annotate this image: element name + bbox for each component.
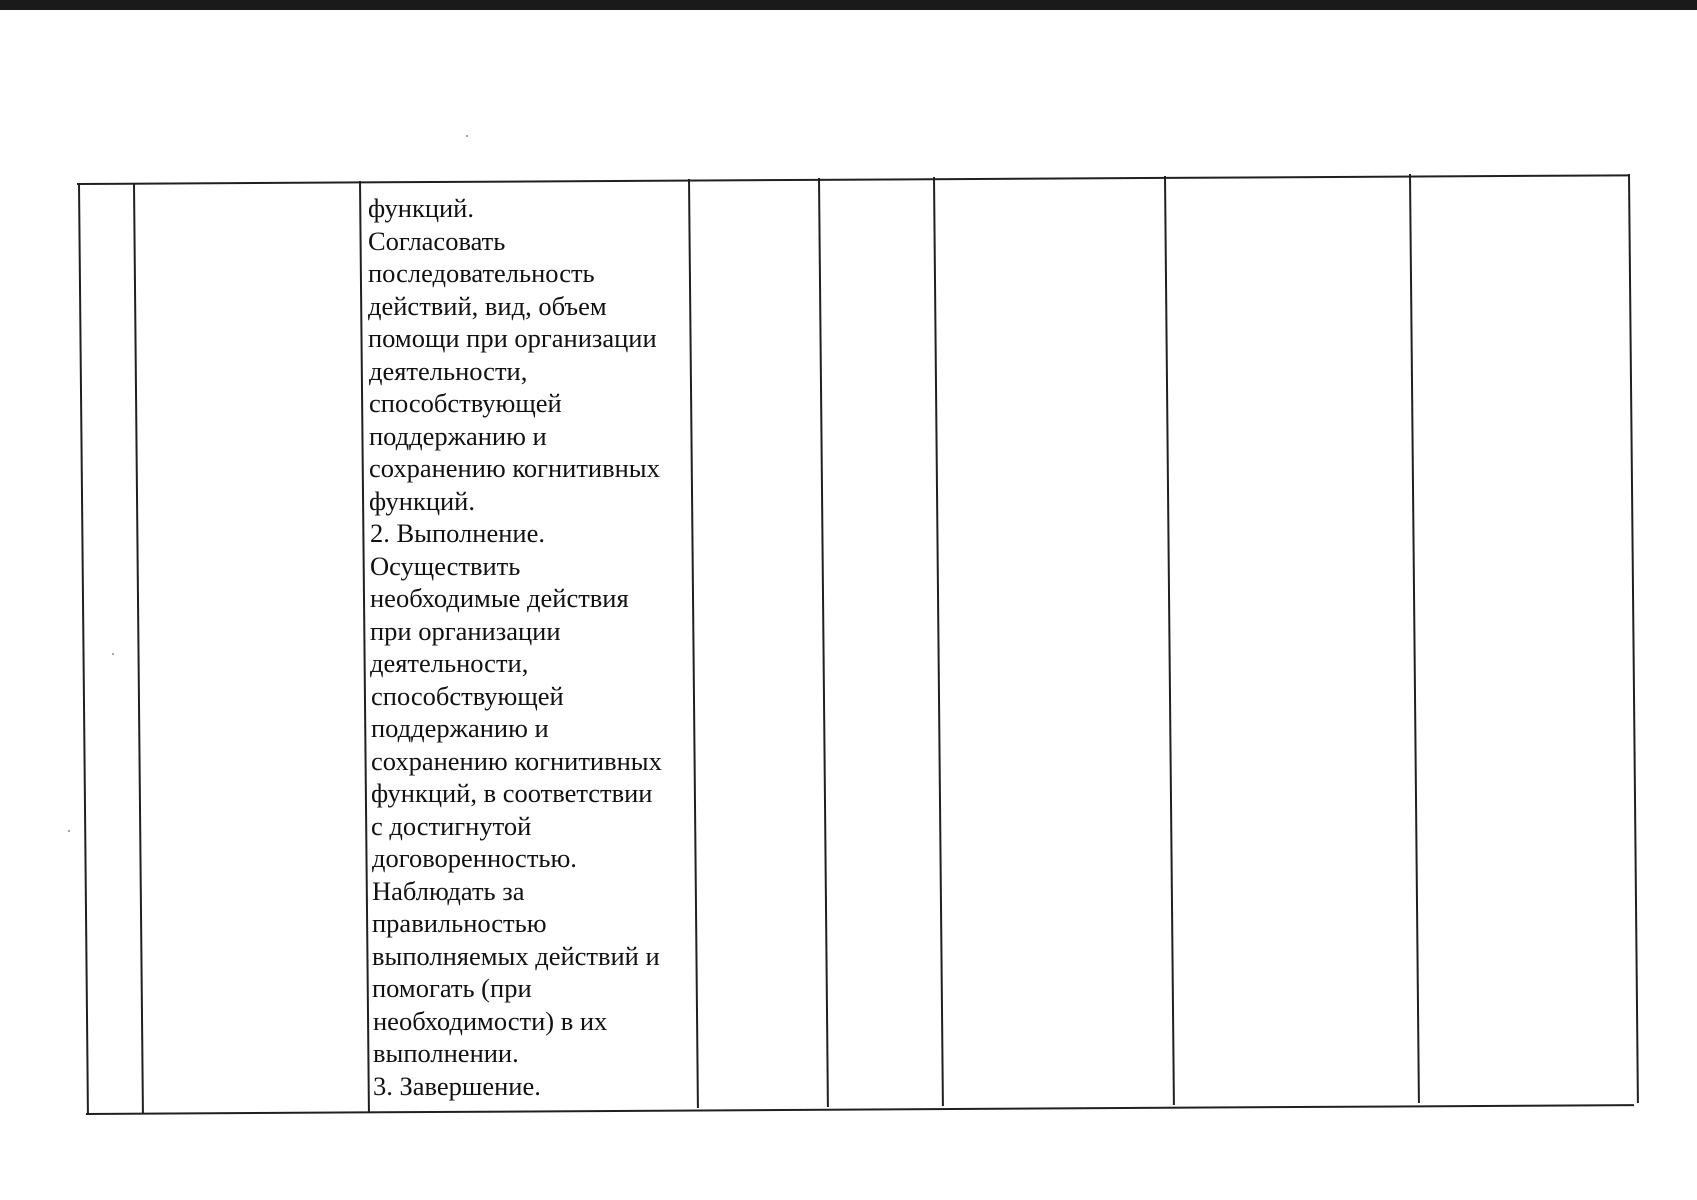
- cell-line: деятельности,: [370, 648, 529, 678]
- cell-line: сохранению когнитивных: [371, 745, 662, 776]
- column-divider: [1628, 174, 1638, 1103]
- column-divider: [1409, 174, 1419, 1103]
- cell-line: функций, в соответствии: [371, 778, 653, 808]
- column-divider: [133, 183, 143, 1113]
- cell-line: Наблюдать за: [372, 875, 525, 906]
- scan-speck: [112, 653, 114, 655]
- scan-edge-bar: [0, 0, 1697, 10]
- cell-line: выполняемых действий и: [372, 940, 660, 971]
- column-divider: [688, 179, 698, 1108]
- column-divider: [78, 183, 88, 1114]
- cell-line: поддержанию и: [369, 420, 547, 451]
- cell-line: 3. Завершение.: [373, 1070, 541, 1101]
- cell-line: сохранению когнитивных: [369, 453, 660, 483]
- cell-line: поддержанию и: [371, 713, 549, 743]
- cell-line: с достигнутой: [371, 810, 532, 841]
- column-divider: [933, 177, 943, 1106]
- cell-line: помогать (при: [372, 973, 532, 1003]
- cell-line: Согласовать: [368, 225, 506, 256]
- scan-speck: [68, 830, 70, 832]
- table-bottom-border: [86, 1104, 1634, 1114]
- cell-line: способствующей: [371, 680, 564, 711]
- table-cell-text: [368, 192, 688, 1102]
- cell-line: действий, вид, объем: [368, 290, 607, 321]
- cell-line: функций.: [369, 485, 475, 516]
- table-top-border: [77, 174, 1628, 184]
- cell-line: Осуществить: [370, 550, 521, 581]
- cell-line: договоренностью.: [372, 843, 577, 873]
- column-divider: [818, 178, 828, 1107]
- scan-speck: [466, 135, 468, 137]
- cell-line: последовательность: [368, 258, 595, 288]
- cell-line: способствующей: [369, 388, 562, 418]
- cell-line: помощи при организации: [368, 323, 657, 353]
- cell-line: необходимости) в их: [373, 1005, 608, 1036]
- cell-line: при организации: [370, 615, 561, 646]
- cell-line: выполнении.: [373, 1038, 519, 1068]
- cell-line: правильностью: [372, 908, 547, 938]
- cell-line: необходимые действия: [370, 583, 629, 613]
- cell-line: 2. Выполнение.: [370, 518, 545, 548]
- cell-line: функций.: [368, 193, 474, 223]
- column-divider: [1164, 176, 1174, 1105]
- cell-line: деятельности,: [369, 355, 528, 386]
